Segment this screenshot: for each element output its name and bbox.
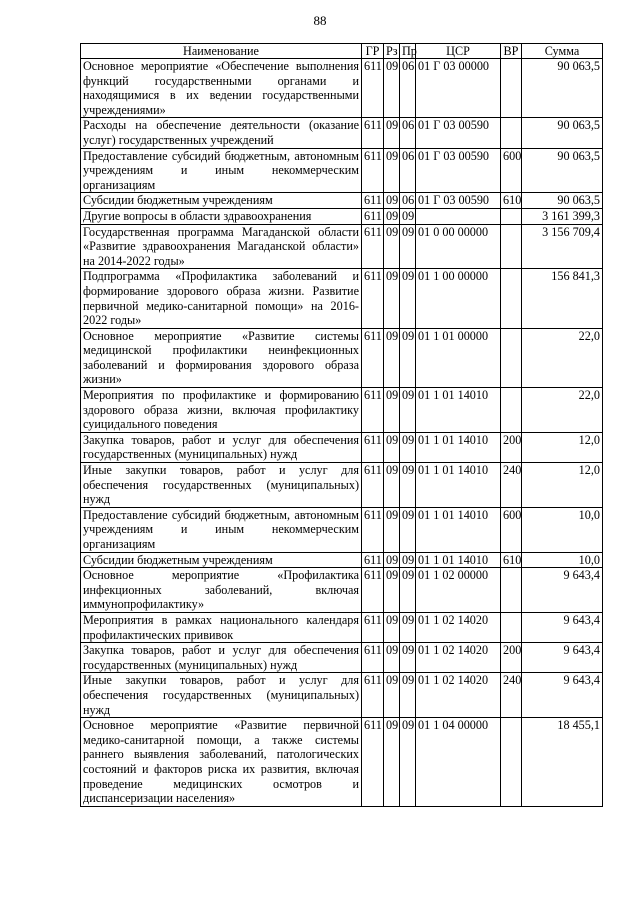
row-vr-cell: 240: [501, 673, 522, 718]
header-vr: ВР: [501, 44, 522, 59]
row-rz-cell: 09: [384, 673, 400, 718]
row-sum-cell: 90 063,5: [522, 193, 603, 209]
header-csr: ЦСР: [416, 44, 501, 59]
row-gr-cell: 611: [362, 612, 384, 642]
table-row: [81, 507, 603, 552]
row-rz-cell: 09: [384, 59, 400, 118]
row-sum-cell: 90 063,5: [522, 148, 603, 193]
table-row: [81, 208, 603, 224]
row-gr-cell: 611: [362, 388, 384, 433]
row-gr-cell: 611: [362, 224, 384, 269]
row-rz-cell: 09: [384, 328, 400, 387]
row-name-cell: Закупка товаров, работ и услуг для обеспечения государственных (муниципальных) нужд: [81, 432, 362, 462]
row-sum-cell: 10,0: [522, 552, 603, 568]
header-pr: Пр: [400, 44, 416, 59]
row-gr-cell: 611: [362, 673, 384, 718]
row-csr-cell: 01 Г 03 00000: [416, 59, 501, 118]
row-gr-cell: 611: [362, 193, 384, 209]
row-name-cell: Основное мероприятие «Развитие системы медицинской профилактики неинфекционных заболеваний и формирования здорового образа жизни»: [81, 328, 362, 387]
row-sum-cell: 90 063,5: [522, 118, 603, 148]
row-sum-cell: 9 643,4: [522, 568, 603, 613]
row-name-cell: Иные закупки товаров, работ и услуг для обеспечения государственных (муниципальных) нужд: [81, 673, 362, 718]
row-vr-cell: 600: [501, 507, 522, 552]
row-rz-cell: 09: [384, 552, 400, 568]
row-csr-cell: 01 1 01 14010: [416, 432, 501, 462]
table-row: [81, 612, 603, 642]
table-row: [81, 463, 603, 508]
row-pr-cell: 09: [400, 552, 416, 568]
row-gr-cell: 611: [362, 718, 384, 807]
table-row: [81, 388, 603, 433]
row-sum-cell: 12,0: [522, 463, 603, 508]
row-csr-cell: [416, 208, 501, 224]
table-row: [81, 193, 603, 209]
row-csr-cell: 01 1 01 14010: [416, 552, 501, 568]
row-vr-cell: [501, 118, 522, 148]
row-sum-cell: 90 063,5: [522, 59, 603, 118]
header-name: Наименование: [81, 44, 362, 59]
row-csr-cell: 01 1 04 00000: [416, 718, 501, 807]
row-vr-cell: [501, 269, 522, 328]
row-vr-cell: 200: [501, 643, 522, 673]
row-sum-cell: 18 455,1: [522, 718, 603, 807]
budget-table: [80, 43, 603, 807]
row-csr-cell: 01 1 01 14010: [416, 507, 501, 552]
row-sum-cell: 10,0: [522, 507, 603, 552]
row-rz-cell: 09: [384, 269, 400, 328]
table-row: [81, 59, 603, 118]
row-rz-cell: 09: [384, 388, 400, 433]
row-pr-cell: 09: [400, 612, 416, 642]
header-sum: Сумма: [522, 44, 603, 59]
row-name-cell: Мероприятия по профилактике и формированию здорового образа жизни, включая профилактику суицидального поведения: [81, 388, 362, 433]
page-number: 88: [313, 13, 327, 28]
row-pr-cell: 09: [400, 718, 416, 807]
row-pr-cell: 09: [400, 388, 416, 433]
header-gr: ГР: [362, 44, 384, 59]
row-name-cell: Субсидии бюджетным учреждениям: [81, 193, 362, 209]
row-gr-cell: 611: [362, 432, 384, 462]
row-name-cell: Субсидии бюджетным учреждениям: [81, 552, 362, 568]
row-csr-cell: 01 1 02 14020: [416, 612, 501, 642]
row-vr-cell: [501, 208, 522, 224]
row-rz-cell: 09: [384, 463, 400, 508]
row-csr-cell: 01 1 02 00000: [416, 568, 501, 613]
row-csr-cell: 01 0 00 00000: [416, 224, 501, 269]
row-name-cell: Основное мероприятие «Профилактика инфекционных заболеваний, включая иммунопрофилактику»: [81, 568, 362, 613]
row-rz-cell: 09: [384, 224, 400, 269]
row-pr-cell: 09: [400, 568, 416, 613]
table-row: [81, 643, 603, 673]
table-row: [81, 432, 603, 462]
row-gr-cell: 611: [362, 208, 384, 224]
row-csr-cell: 01 1 02 14020: [416, 643, 501, 673]
row-gr-cell: 611: [362, 463, 384, 508]
row-gr-cell: 611: [362, 568, 384, 613]
row-rz-cell: 09: [384, 118, 400, 148]
row-pr-cell: 09: [400, 208, 416, 224]
row-gr-cell: 611: [362, 328, 384, 387]
row-csr-cell: 01 Г 03 00590: [416, 148, 501, 193]
row-sum-cell: 156 841,3: [522, 269, 603, 328]
header-rz: Рз: [384, 44, 400, 59]
row-rz-cell: 09: [384, 718, 400, 807]
row-sum-cell: 22,0: [522, 388, 603, 433]
row-name-cell: Мероприятия в рамках национального календаря профилактических прививок: [81, 612, 362, 642]
row-name-cell: Другие вопросы в области здравоохранения: [81, 208, 362, 224]
row-vr-cell: [501, 718, 522, 807]
row-csr-cell: 01 1 02 14020: [416, 673, 501, 718]
row-gr-cell: 611: [362, 148, 384, 193]
row-sum-cell: 9 643,4: [522, 612, 603, 642]
row-vr-cell: [501, 568, 522, 613]
row-vr-cell: 600: [501, 148, 522, 193]
row-rz-cell: 09: [384, 507, 400, 552]
table-row: [81, 328, 603, 387]
row-rz-cell: 09: [384, 568, 400, 613]
row-csr-cell: 01 1 01 00000: [416, 328, 501, 387]
row-gr-cell: 611: [362, 507, 384, 552]
row-name-cell: Предоставление субсидий бюджетным, автономным учреждениям и иным некоммерческим организациям: [81, 507, 362, 552]
row-pr-cell: 06: [400, 118, 416, 148]
row-rz-cell: 09: [384, 148, 400, 193]
row-name-cell: Подпрограмма «Профилактика заболеваний и формирование здорового образа жизни. Развитие первичной медико-санитарной помощи» на 2016-2022 годы»: [81, 269, 362, 328]
row-name-cell: Иные закупки товаров, работ и услуг для обеспечения государственных (муниципальных) нужд: [81, 463, 362, 508]
row-csr-cell: 01 Г 03 00590: [416, 193, 501, 209]
row-rz-cell: 09: [384, 612, 400, 642]
row-gr-cell: 611: [362, 118, 384, 148]
table-row: [81, 269, 603, 328]
row-csr-cell: 01 1 01 14010: [416, 463, 501, 508]
row-vr-cell: 240: [501, 463, 522, 508]
row-vr-cell: 200: [501, 432, 522, 462]
row-pr-cell: 09: [400, 673, 416, 718]
row-sum-cell: 9 643,4: [522, 673, 603, 718]
row-pr-cell: 09: [400, 269, 416, 328]
row-vr-cell: [501, 328, 522, 387]
row-name-cell: Закупка товаров, работ и услуг для обеспечения государственных (муниципальных) нужд: [81, 643, 362, 673]
row-vr-cell: [501, 388, 522, 433]
row-gr-cell: 611: [362, 269, 384, 328]
table-row: [81, 224, 603, 269]
table-row: [81, 673, 603, 718]
row-vr-cell: [501, 59, 522, 118]
table-header-row: [81, 44, 603, 59]
row-vr-cell: [501, 612, 522, 642]
row-pr-cell: 09: [400, 643, 416, 673]
row-pr-cell: 09: [400, 328, 416, 387]
row-sum-cell: 22,0: [522, 328, 603, 387]
row-rz-cell: 09: [384, 432, 400, 462]
row-sum-cell: 9 643,4: [522, 643, 603, 673]
table-row: [81, 552, 603, 568]
row-vr-cell: 610: [501, 552, 522, 568]
row-gr-cell: 611: [362, 552, 384, 568]
row-gr-cell: 611: [362, 59, 384, 118]
table-row: [81, 118, 603, 148]
row-name-cell: Расходы на обеспечение деятельности (оказание услуг) государственных учреждений: [81, 118, 362, 148]
row-name-cell: Основное мероприятие «Развитие первичной медико-санитарной помощи, а также системы раннего выявления заболеваний, патологических состояний и факторов риска их развития, включая проведение медицинских осмотров и диспансеризации населения»: [81, 718, 362, 807]
row-name-cell: Предоставление субсидий бюджетным, автономным учреждениям и иным некоммерческим организациям: [81, 148, 362, 193]
row-pr-cell: 06: [400, 59, 416, 118]
row-csr-cell: 01 1 01 14010: [416, 388, 501, 433]
row-gr-cell: 611: [362, 643, 384, 673]
row-rz-cell: 09: [384, 208, 400, 224]
row-sum-cell: 12,0: [522, 432, 603, 462]
row-pr-cell: 09: [400, 507, 416, 552]
row-vr-cell: 610: [501, 193, 522, 209]
row-rz-cell: 09: [384, 643, 400, 673]
row-pr-cell: 09: [400, 432, 416, 462]
row-csr-cell: 01 1 00 00000: [416, 269, 501, 328]
row-pr-cell: 06: [400, 193, 416, 209]
row-rz-cell: 09: [384, 193, 400, 209]
table-row: [81, 718, 603, 807]
row-name-cell: Основное мероприятие «Обеспечение выполнения функций государственными органами и находящимися в их ведении государственными учреждениями»: [81, 59, 362, 118]
table-row: [81, 148, 603, 193]
row-pr-cell: 09: [400, 463, 416, 508]
row-vr-cell: [501, 224, 522, 269]
row-pr-cell: 06: [400, 148, 416, 193]
row-csr-cell: 01 Г 03 00590: [416, 118, 501, 148]
row-pr-cell: 09: [400, 224, 416, 269]
row-sum-cell: 3 156 709,4: [522, 224, 603, 269]
row-name-cell: Государственная программа Магаданской области «Развитие здравоохранения Магаданской области» на 2014-2022 годы»: [81, 224, 362, 269]
row-sum-cell: 3 161 399,3: [522, 208, 603, 224]
table-row: [81, 568, 603, 613]
